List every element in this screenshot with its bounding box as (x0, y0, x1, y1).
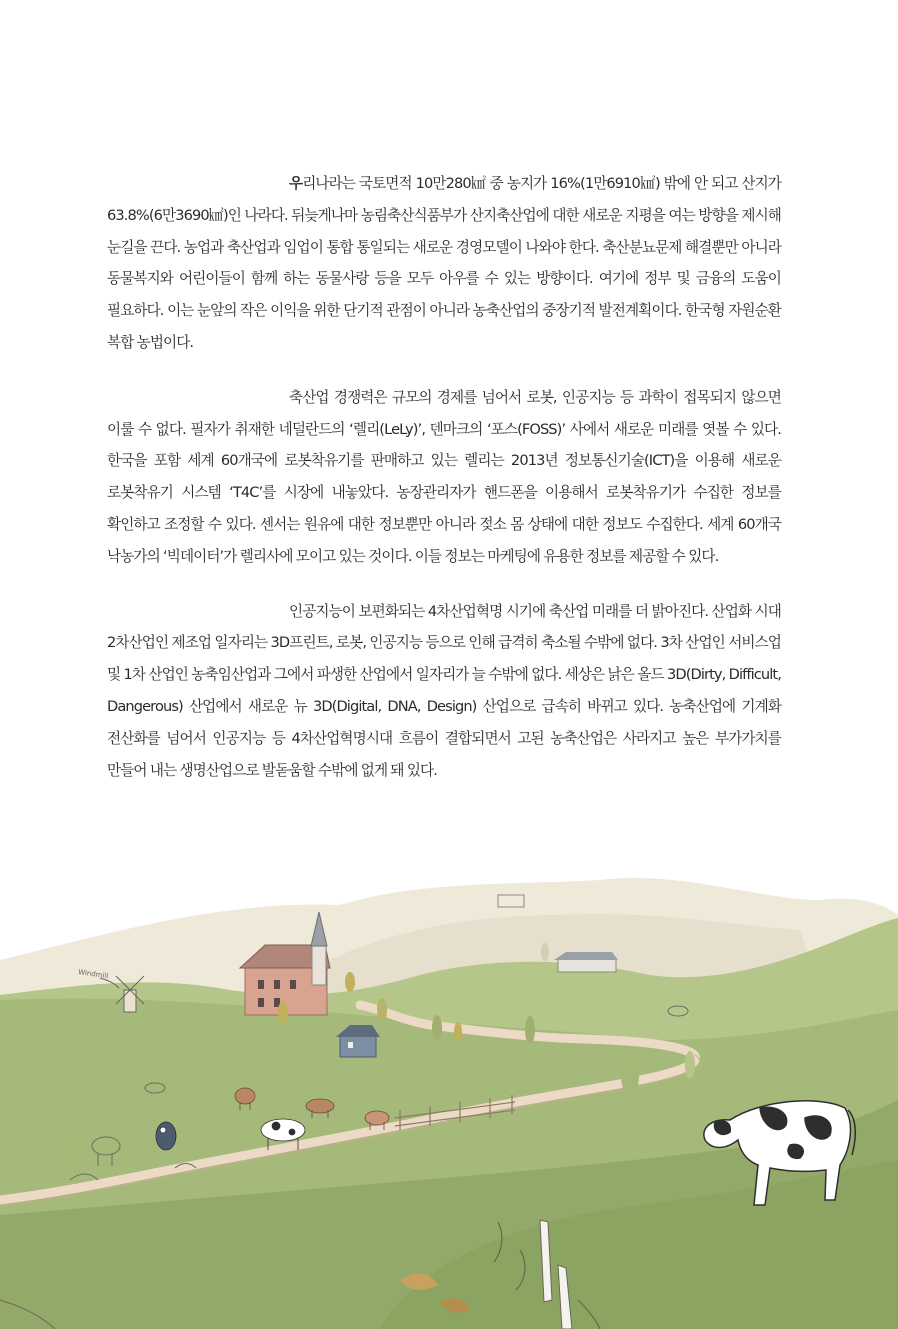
paragraph-lead-letter: 우 (289, 175, 303, 192)
paragraph-text: 축산업 경쟁력은 규모의 경제를 넘어서 로봇, 인공지능 등 과학이 접목되지 않으면 이룰 수 없다. 필자가 취재한 네덜란드의 ‘렐리(LeLy)’, 덴마크의 ‘포스(FOSS)’ 사에서 새로운 미래를 엿볼 수 있다. 한국을 포함 세계 60개국에 로봇착유기를 판매하고 있는 렐리는 2013년 정보통신기술(ICT)을 이용해 새로운 로봇착유기 시스템 ‘T4C’를 시장에 내놓았다. 농장관리자가 핸드폰을 이용해서 로봇착유기가 수집한 정보를 확인하고 조정할 수 있다. 센서는 원유에 대한 정보뿐만 아니라 젖소 몸 상태에 대한 정보도 수집한다. 세계 60개국 낙농가의 ‘빅데이터’가 렐리사에 모이고 있는 것이다. 이들 정보는 마케팅에 유용한 정보를 제공할 수 있다. (107, 388, 781, 565)
paragraph-2 (107, 382, 781, 573)
paragraph-text: 리나라는 국토면적 10만280㎢ 중 농지가 16%(1만6910㎢) 밖에 안 되고 산지가 63.8%(6만3690㎢)인 나라다. 뒤늦게나마 농림축산식품부가 산지축산업에 대한 새로운 지평을 여는 방향을 제시해 눈길을 끈다. 농업과 축산업과 임업이 통합 통일되는 새로운 경영모델이 나와야 한다. 축산분뇨문제 해결뿐만 아니라 동물복지와 어린이들이 함께 하는 동물사랑 등을 모두 아우를 수 있는 방향이다. 여기에 정부 및 금융의 도움이 필요하다. 이는 눈앞의 작은 이익을 위한 단기적 관점이 아니라 농축산업의 중장기적 발전계획이다. 한국형 자원순환 복합 농법이다. (107, 175, 781, 351)
windmill-sign: Windmill (77, 968, 109, 981)
cow-black-small (156, 1122, 176, 1150)
paragraph-1 (107, 168, 781, 359)
article-body (107, 168, 781, 809)
paragraph-text: 인공지능이 보편화되는 4차산업혁명 시기에 축산업 미래를 더 밝아진다. 산업화 시대 2차산업인 제조업 일자리는 3D프린트, 로봇, 인공지능 등으로 인해 급격히 축소될 수밖에 없다. 3차 산업인 서비스업 및 1차 산업인 농축임산업과 그에서 파생한 산업에서 일자리가 늘 수밖에 없다. 세상은 낡은 올드 3D(Dirty, Difficult, Dangerous) 산업에서 새로운 뉴 3D(Digital, DNA, Design) 산업으로 급속히 바뀌고 있다. 농축산업에 기계화 전산화를 넘어서 인공지능 등 4차산업혁명시대 흐름이 결합되면서 고된 농축산업은 사라지고 높은 부가가치를 만들어 내는 생명산업으로 발돋움할 수밖에 없게 돼 있다. (107, 602, 781, 779)
farmhouse-distant (554, 952, 618, 972)
farm-landscape-illustration (0, 870, 898, 1329)
paragraph-3 (107, 596, 781, 787)
